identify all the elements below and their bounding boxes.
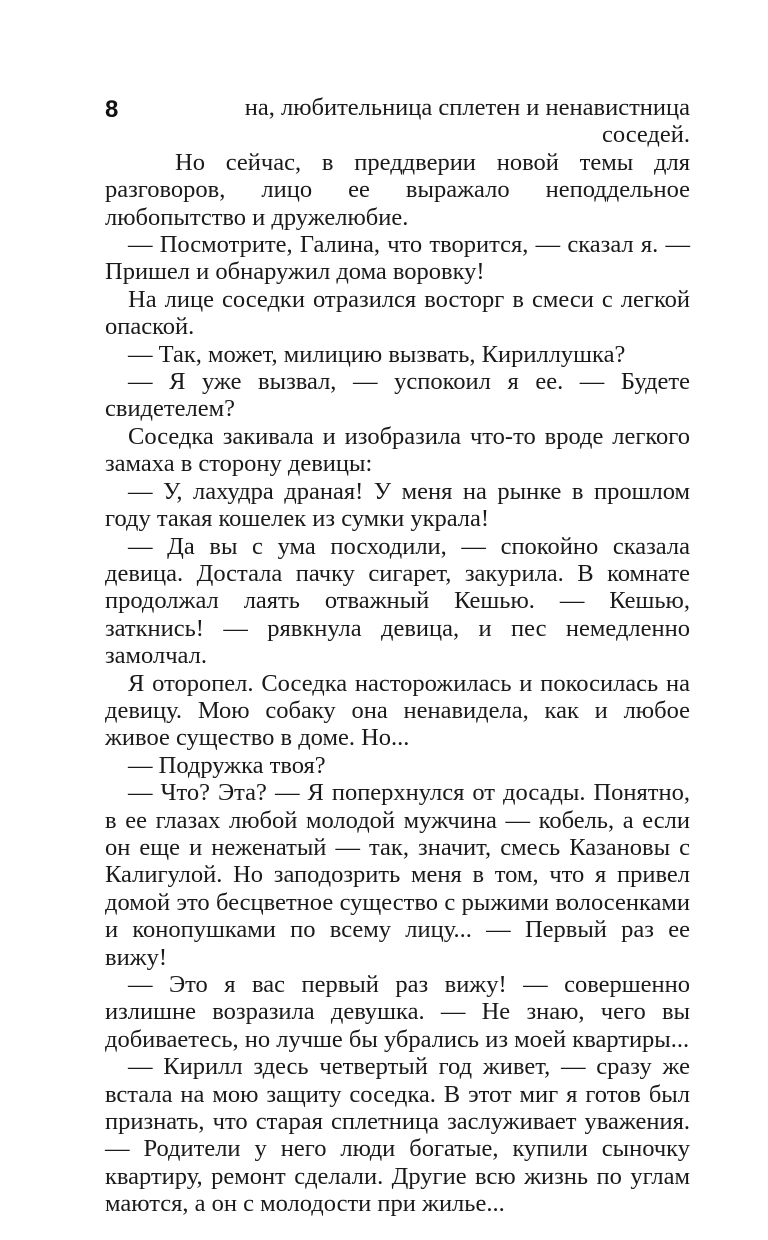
- body-text: [105, 94, 690, 1218]
- paragraph-8: — У, лахудра драная! У меня на рынке в прошлом году такая кошелек из сумки украла!: [105, 477, 690, 533]
- paragraph-1: на, любительница сплетен и ненавистница соседей.: [244, 94, 690, 149]
- paragraph-6: — Я уже вызвал, — успокоил я ее. — Будете свидетелем?: [105, 368, 690, 423]
- paragraph-5: — Так, может, милицию вызвать, Кириллушка?: [128, 340, 626, 368]
- paragraph-7: Соседка закивала и изобразила что-то вроде легкого замаха в сторону девицы:: [105, 422, 690, 478]
- paragraph-11: — Подружка твоя?: [128, 751, 326, 779]
- paragraph-9: — Да вы с ума посходили, — спокойно сказала девица. Достала пачку сигарет, закурила. В комнате продолжал лаять отважный Кешью. — Кешью, заткнись! — рявкнула девица, и пес немедленно замолчал.: [105, 532, 690, 670]
- page-number: 8: [105, 96, 119, 123]
- paragraph-4: На лице соседки отразился восторг в смеси с легкой опаской.: [105, 285, 690, 341]
- paragraph-2: Но сейчас, в преддверии новой темы для разговоров, лицо ее выражало неподдельное любопытство и дружелюбие.: [105, 148, 690, 231]
- paragraph-10: Я оторопел. Соседка насторожилась и покосилась на девицу. Мою собаку она ненавидела, как и любое живое существо в доме. Но...: [105, 669, 690, 752]
- paragraph-12: — Что? Эта? — Я поперхнулся от досады. Понятно, в ее глазах любой молодой мужчина — кобель, а если он еще и неженатый — так, значит, смесь Казановы с Калигулой. Но заподозрить меня в том, что я привел домой это бесцветное существо с рыжими волосенками и конопушками по всему лицу... — Первый раз ее вижу!: [105, 779, 690, 971]
- paragraph-14: — Кирилл здесь четвертый год живет, — сразу же встала на мою защиту соседка. В этот миг я готов был признать, что старая сплетница заслуживает уважения. — Родители у него люди богатые, купили сыночку квартиру, ремонт сделали. Другие всю жизнь по углам маются, а он с молодости при жилье...: [105, 1053, 690, 1218]
- paragraph-3: — Посмотрите, Галина, что творится, — сказал я. — Пришел и обнаружил дома воровку!: [105, 231, 690, 286]
- paragraph-13: — Это я вас первый раз вижу! — совершенно излишне возразила девушка. — Не знаю, чего вы добиваетесь, но лучше бы убрались из моей квартиры...: [105, 971, 690, 1053]
